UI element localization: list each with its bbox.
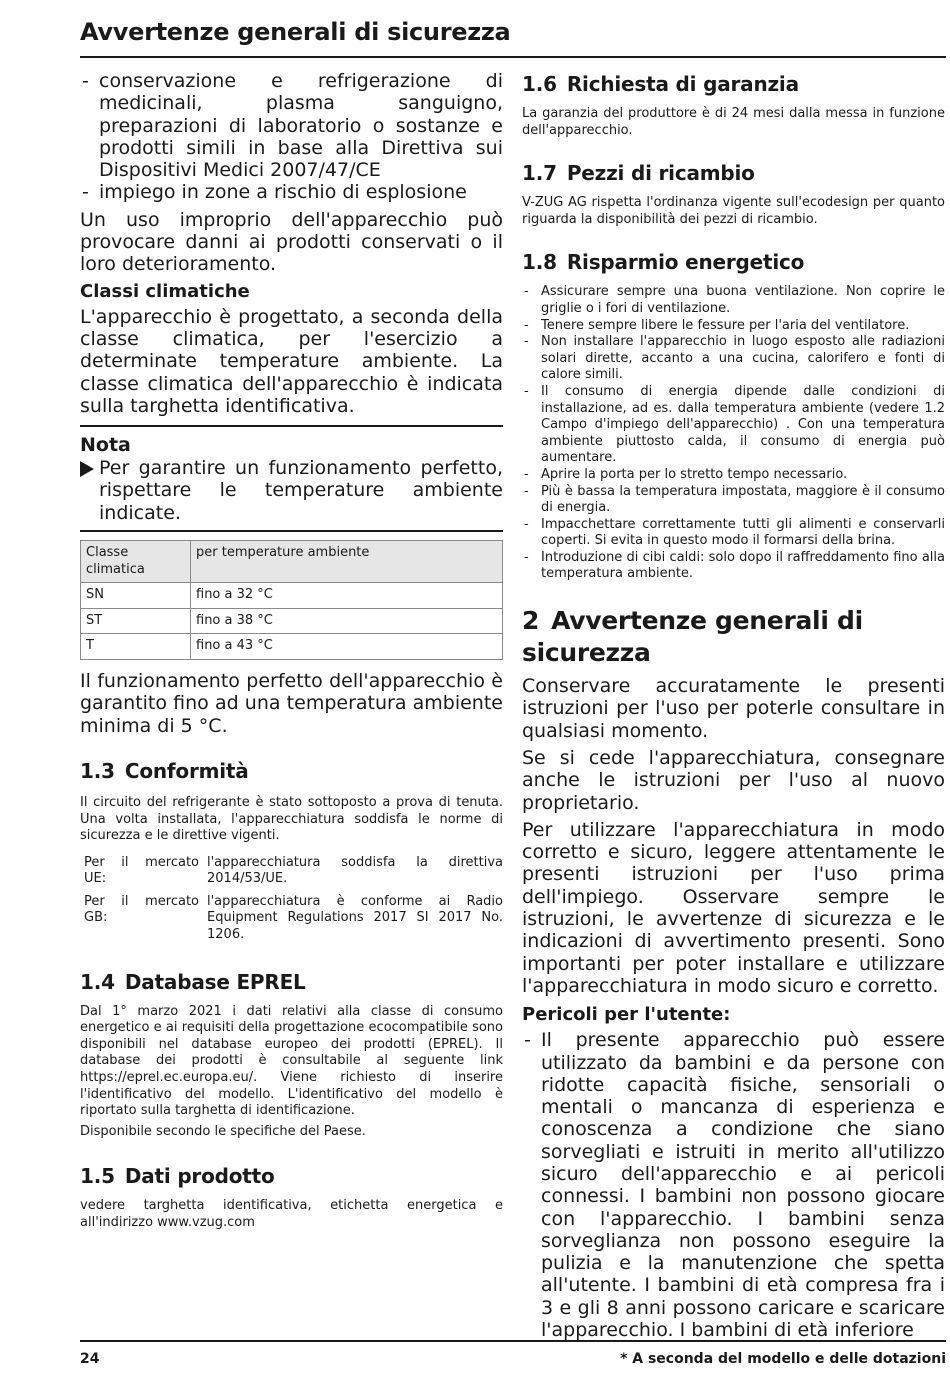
conformity-row-gb bbox=[80, 894, 503, 944]
section-title: Avvertenze generali di sicurezza bbox=[522, 606, 863, 668]
eprel-paragraph: Dal 1° marzo 2021 i dati relativi alla classe di consumo energetico e ai requisiti della progettazione ecocompatibile sono disponibili nel database europeo dei prodotti (EPREL). Il database dei prodotti è consultabile al seguente link https://eprel.ec.europa.eu/. Viene richiesto di inserire l'identificativo del modello. L'identificativo del modello è riportato sulla targhetta di identificazione. bbox=[80, 1003, 503, 1119]
left-column bbox=[80, 70, 503, 1232]
conformity-paragraph: Il circuito del refrigerante è stato sottoposto a prova di tenuta. Una volta installata, l'apparecchiatura soddisfa le norme di sicurezza e le direttive vigenti. bbox=[80, 794, 503, 844]
list-item: - Introduzione di cibi caldi: solo dopo il raffreddamento fino alla temperatura ambiente. bbox=[522, 550, 945, 583]
market-value: l'apparecchiatura è conforme ai Radio Equipment Regulations 2017 SI 2017 No. 1206. bbox=[207, 893, 503, 943]
section-heading-1-4 bbox=[80, 968, 503, 996]
table-header-row bbox=[81, 541, 503, 583]
header-rule bbox=[80, 56, 946, 58]
section-heading-1-7 bbox=[522, 159, 945, 187]
section-heading-1-8 bbox=[522, 248, 945, 276]
climate-classes-heading: Classi climatiche bbox=[80, 280, 250, 302]
section-title: Risparmio energetico bbox=[566, 250, 805, 275]
table-row bbox=[81, 608, 503, 634]
market-label: Per il mercato UE: bbox=[84, 854, 199, 887]
page-number: 24 bbox=[80, 1351, 100, 1367]
section-heading-2 bbox=[522, 605, 945, 669]
footer-rule bbox=[80, 1340, 946, 1342]
climate-table bbox=[80, 540, 503, 660]
list-item: - Aprire la porta per lo stretto tempo necessario. bbox=[522, 467, 945, 484]
product-data-paragraph: vedere targhetta identificativa, etichetta energetica e all'indirizzo www.vzug.com bbox=[80, 1198, 503, 1230]
list-item: - Più è bassa la temperatura impostata, maggiore è il consumo di energia. bbox=[522, 484, 945, 517]
spare-parts-paragraph: V-ZUG AG rispetta l'ordinanza vigente sull'ecodesign per quanto riguarda la disponibilità dei pezzi di ricambio. bbox=[522, 195, 945, 227]
section-number: 1.4 bbox=[80, 969, 115, 994]
note-item bbox=[80, 457, 503, 524]
note-text: Per garantire un funzionamento perfetto, rispettare le temperature ambiente indicate. bbox=[99, 457, 503, 524]
list-item: - Il consumo di energia dipende dalle condizioni di installazione, ad es. dalla temperatura ambiente (vedere 1.2 Campo d'impiego dell'apparecchio) . Con una temperatura ambiente piuttosto calda, il consumo di energia può aumentare. bbox=[522, 384, 945, 467]
footer-note: * A seconda del modello e delle dotazioni bbox=[620, 1351, 946, 1367]
table-cell: fino a 32 °C bbox=[191, 583, 503, 609]
min-temperature-paragraph: Il funzionamento perfetto dell'apparecchio è garantito fino ad una temperatura ambiente minima di 5 °C. bbox=[80, 670, 503, 737]
section-number: 1.6 bbox=[522, 72, 557, 96]
section-number: 1.7 bbox=[522, 161, 557, 186]
section-number: 1.5 bbox=[80, 1164, 115, 1189]
section-number: 2 bbox=[522, 606, 540, 636]
table-cell: ST bbox=[81, 608, 191, 634]
section-heading-1-5 bbox=[80, 1162, 503, 1190]
list-item: - Impacchettare correttamente tutti gli alimenti e conservarli coperti. Si evita in questo modo il formarsi della brina. bbox=[522, 517, 945, 550]
user-hazards-list bbox=[522, 1029, 945, 1341]
list-item: - conservazione e refrigerazione di medicinali, plasma sanguigno, preparazioni di laboratorio o sostanze e prodotti simili in base alla Direttiva sui Dispositivi Medici 2007/47/CE bbox=[80, 70, 503, 181]
safety-paragraph-1: Conservare accuratamente le presenti istruzioni per l'uso per poterle consultare in qualsiasi momento. bbox=[522, 675, 945, 742]
right-column bbox=[522, 70, 945, 1341]
safety-paragraph-3: Per utilizzare l'apparecchiatura in modo corretto e sicuro, leggere attentamente le presenti istruzioni per l'uso prima dell'impiego. Osservare sempre le istruzioni, le avvertenze di sicurezza e le indicazioni di avvertimento presenti. Sono importanti per poter installare e utilizzare l'apparecchiatura in modo sicuro e corretto. bbox=[522, 818, 945, 997]
warranty-paragraph: La garanzia del produttore è di 24 mesi dalla messa in funzione dell'apparecchio. bbox=[522, 106, 945, 138]
section-number: 1.8 bbox=[522, 250, 557, 275]
table-cell: fino a 43 °C bbox=[191, 634, 503, 660]
section-title: Pezzi di ricambio bbox=[566, 161, 755, 186]
list-item: - Il presente apparecchio può essere utilizzato da bambini e da persone con ridotte capacità fisiche, sensoriali o mentali o mancanza di esperienza e conoscenza a condizione che siano sorvegliati e istruiti in merito all'utilizzo sicuro dell'apparecchio e ai pericoli connessi. I bambini non possono giocare con l'apparecchio. I bambini senza sorveglianza non possono eseguire la pulizia e la manutenzione che spetta all'utente. I bambini di età compresa fra i 3 e gli 8 anni possono caricare e scaricare l'apparecchio. I bambini di età inferiore bbox=[522, 1029, 945, 1341]
table-cell: fino a 38 °C bbox=[191, 608, 503, 634]
list-item: - impiego in zone a rischio di esplosione bbox=[80, 181, 503, 203]
section-number: 1.3 bbox=[80, 758, 115, 783]
user-hazards-heading: Pericoli per l'utente: bbox=[522, 1004, 731, 1026]
list-item: - Non installare l'apparecchio in luogo esposto alle radiazioni solari dirette, accanto a una cucina, calorifero e fonti di calore simili. bbox=[522, 334, 945, 384]
section-heading-1-6 bbox=[522, 70, 945, 98]
section-heading-1-3 bbox=[80, 757, 503, 785]
energy-saving-list bbox=[522, 284, 945, 583]
section-title: Conformità bbox=[124, 758, 249, 783]
safety-paragraph-2: Se si cede l'apparecchiatura, consegnare anche le istruzioni per l'uso al nuovo proprietario. bbox=[522, 746, 945, 814]
page-title: Avvertenze generali di sicurezza bbox=[80, 18, 511, 46]
climate-classes-paragraph: L'apparecchio è progettato, a seconda della classe climatica, per l'esercizio a determinate temperature ambiente. La classe climatica dell'apparecchio è indicata sulla targhetta identificativa. bbox=[80, 305, 503, 417]
triangle-arrow-icon bbox=[80, 461, 94, 477]
table-header-cell: per temperature ambiente bbox=[191, 541, 503, 583]
market-label: Per il mercato GB: bbox=[84, 893, 199, 926]
list-item: - Assicurare sempre una buona ventilazione. Non coprire le griglie o i fori di ventilazione. bbox=[522, 284, 945, 317]
table-cell: SN bbox=[81, 583, 191, 609]
eprel-availability: Disponibile secondo le specifiche del Paese. bbox=[80, 1123, 366, 1139]
section-title: Database EPREL bbox=[124, 969, 306, 994]
list-item: - Tenere sempre libere le fessure per l'aria del ventilatore. bbox=[522, 318, 945, 335]
note-title: Nota bbox=[80, 434, 131, 457]
table-row bbox=[81, 583, 503, 609]
page-footer bbox=[80, 1340, 946, 1368]
note-box bbox=[80, 425, 503, 532]
usage-list bbox=[80, 70, 503, 204]
market-value: l'apparecchiatura soddisfa la direttiva 2014/53/UE. bbox=[207, 854, 503, 887]
improper-use-paragraph: Un uso improprio dell'apparecchio può provocare danni ai prodotti conservati o il loro deterioramento. bbox=[80, 208, 503, 276]
table-row bbox=[81, 634, 503, 660]
table-cell: T bbox=[81, 634, 191, 660]
conformity-row-eu bbox=[80, 855, 503, 888]
page-header bbox=[80, 16, 946, 58]
section-title: Richiesta di garanzia bbox=[566, 72, 799, 96]
table-header-cell: Classe climatica bbox=[81, 541, 191, 583]
section-title: Dati prodotto bbox=[124, 1164, 275, 1189]
